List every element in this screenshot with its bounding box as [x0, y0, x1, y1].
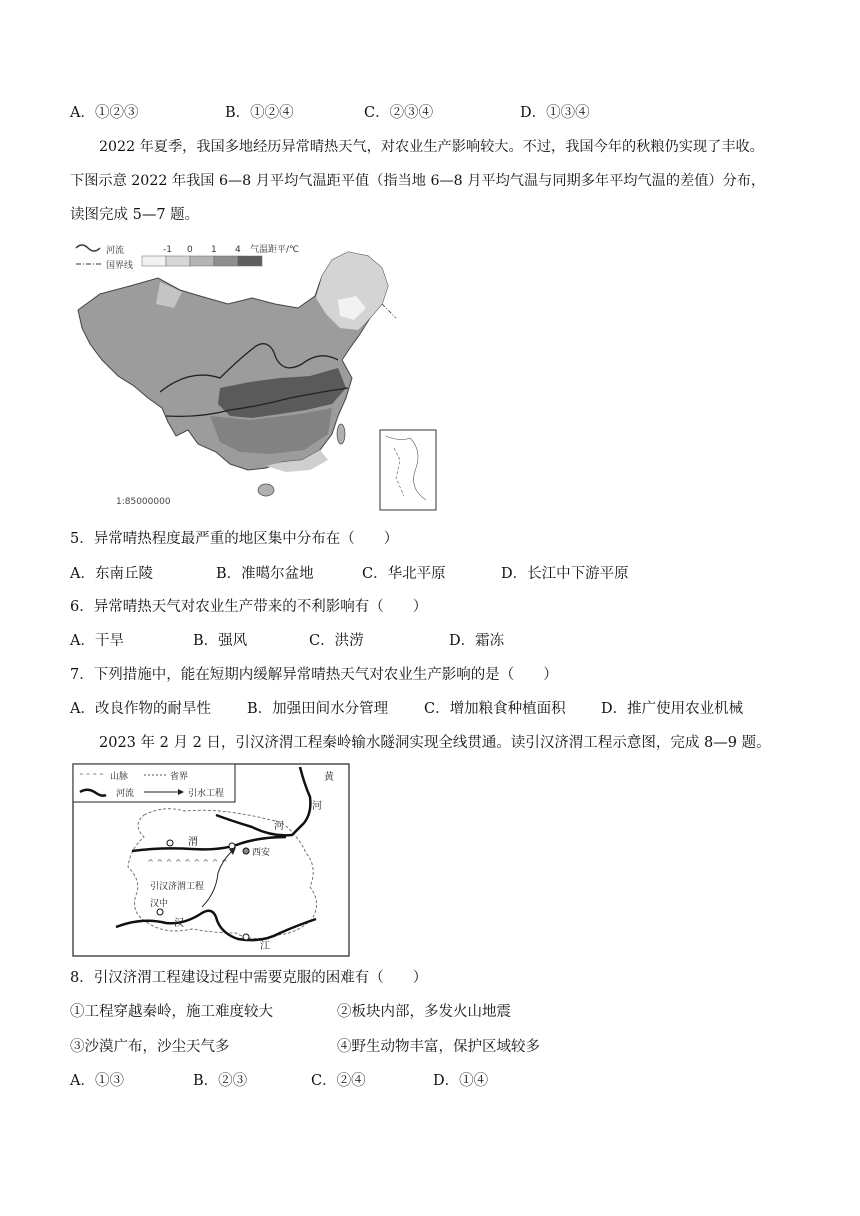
- q7-stem: 7．下列措施中，能在短期内缓解异常晴热天气对农业生产影响的是（ ）: [70, 667, 558, 683]
- xian-marker: [243, 848, 249, 854]
- legend-title: 气温距平/℃: [250, 245, 300, 255]
- intro1-line1: 2022 年夏季，我国多地经历异常晴热天气，对农业生产影响较大。不过，我国今年的秋粮仍实现了丰收。: [99, 139, 764, 155]
- q7-option-b: B．加强田间水分管理: [247, 701, 389, 717]
- legend-border-label: 国界线: [106, 261, 134, 271]
- q7-option-c: C．增加粮食种植面积: [424, 701, 566, 717]
- legend-river-label: 河流: [106, 246, 125, 256]
- taiwan-island: [337, 424, 345, 444]
- legend-province-label: 省界: [170, 772, 189, 782]
- q5-option-a: A．东南丘陵: [70, 566, 153, 582]
- intro1-line2: 下图示意 2022 年我国 6—8 月平均气温距平值（指当地 6—8 月平均气温与同期多年平均气温的差值）分布，: [70, 173, 766, 189]
- hanzhong-marker: [157, 909, 163, 915]
- label-he2: 河: [274, 821, 284, 832]
- legend-tick-3: 1: [211, 245, 217, 255]
- intro1-line3: 读图完成 5—7 题。: [70, 207, 200, 223]
- q7-option-a: A．改良作物的耐旱性: [70, 701, 211, 717]
- label-jiang: 江: [260, 941, 270, 952]
- q8-option-b: B．②③: [193, 1073, 248, 1089]
- q7-option-d: D．推广使用农业机械: [601, 701, 744, 717]
- intro2: 2023 年 2 月 2 日，引汉济渭工程秦岭输水隧洞实现全线贯通。读引汉济渭工程示意图，完成 8—9 题。: [99, 735, 771, 751]
- q8-option-d: D．①④: [433, 1073, 489, 1089]
- legend-swatch-1: [142, 256, 166, 266]
- legend-project-label: 引水工程: [188, 789, 225, 799]
- legend-swatch-2: [166, 256, 190, 266]
- legend-swatch-5: [238, 256, 262, 266]
- city-marker-3: [243, 934, 249, 940]
- city-marker: [167, 840, 173, 846]
- q5-option-b: B．准噶尔盆地: [216, 566, 314, 582]
- legend-tick-1: -1: [163, 245, 172, 255]
- q5-stem: 5．异常晴热程度最严重的地区集中分布在（ ）: [70, 531, 399, 547]
- q6-option-a: A．干旱: [70, 633, 124, 649]
- q6-option-b: B．强风: [193, 633, 248, 649]
- border-line: [382, 304, 396, 318]
- q8-statement-1: ①工程穿越秦岭，施工难度较大: [70, 1004, 273, 1020]
- qinling-mountains: ⌃⌃⌃⌃⌃⌃⌃⌃⌃: [146, 857, 229, 870]
- water-diversion-map: [72, 763, 350, 957]
- legend-mountain-symbol: ⌃⌃⌃⌃: [78, 772, 105, 781]
- q4-option-a: A．①②③: [70, 105, 139, 121]
- legend-river-symbol: [76, 245, 100, 251]
- q4-option-b: B．①②④: [225, 105, 294, 121]
- label-hanzhong: 汉中: [150, 899, 169, 909]
- label-wei: 渭: [188, 837, 198, 848]
- label-han: 汉: [174, 918, 184, 929]
- legend-tick-2: 0: [187, 245, 193, 255]
- q8-stem: 8．引汉济渭工程建设过程中需要克服的困难有（ ）: [70, 970, 428, 986]
- q8-option-a: A．①③: [70, 1073, 124, 1089]
- q8-option-c: C．②④: [311, 1073, 366, 1089]
- q8-statement-3: ③沙漠广布，沙尘天气多: [70, 1039, 230, 1055]
- legend-swatch-3: [190, 256, 214, 266]
- q4-option-d: D．①③④: [520, 105, 590, 121]
- label-huang: 黄: [324, 772, 334, 783]
- q4-option-c: C．②③④: [364, 105, 434, 121]
- q8-statement-2: ②板块内部，多发火山地震: [337, 1004, 511, 1020]
- q6-option-d: D．霜冻: [449, 633, 505, 649]
- legend-swatch-4: [214, 256, 238, 266]
- label-xian: 西安: [252, 848, 271, 858]
- map-scale: 1:85000000: [116, 497, 171, 507]
- q5-option-d: D．长江中下游平原: [501, 566, 629, 582]
- q6-option-c: C．洪涝: [309, 633, 364, 649]
- south-china-sea-inset: [380, 430, 436, 510]
- label-he1: 河: [312, 801, 322, 812]
- label-project: 引汉济渭工程: [150, 882, 205, 892]
- legend-river2-label: 河流: [116, 789, 135, 799]
- legend-tick-4: 4: [235, 245, 241, 255]
- q8-statement-4: ④野生动物丰富，保护区域较多: [337, 1039, 540, 1055]
- legend-mountain-label: 山脉: [110, 772, 129, 782]
- temperature-anomaly-map: [70, 238, 440, 513]
- q6-stem: 6．异常晴热天气对农业生产带来的不利影响有（ ）: [70, 599, 428, 615]
- q5-option-c: C．华北平原: [362, 566, 446, 582]
- hainan-island: [258, 484, 274, 496]
